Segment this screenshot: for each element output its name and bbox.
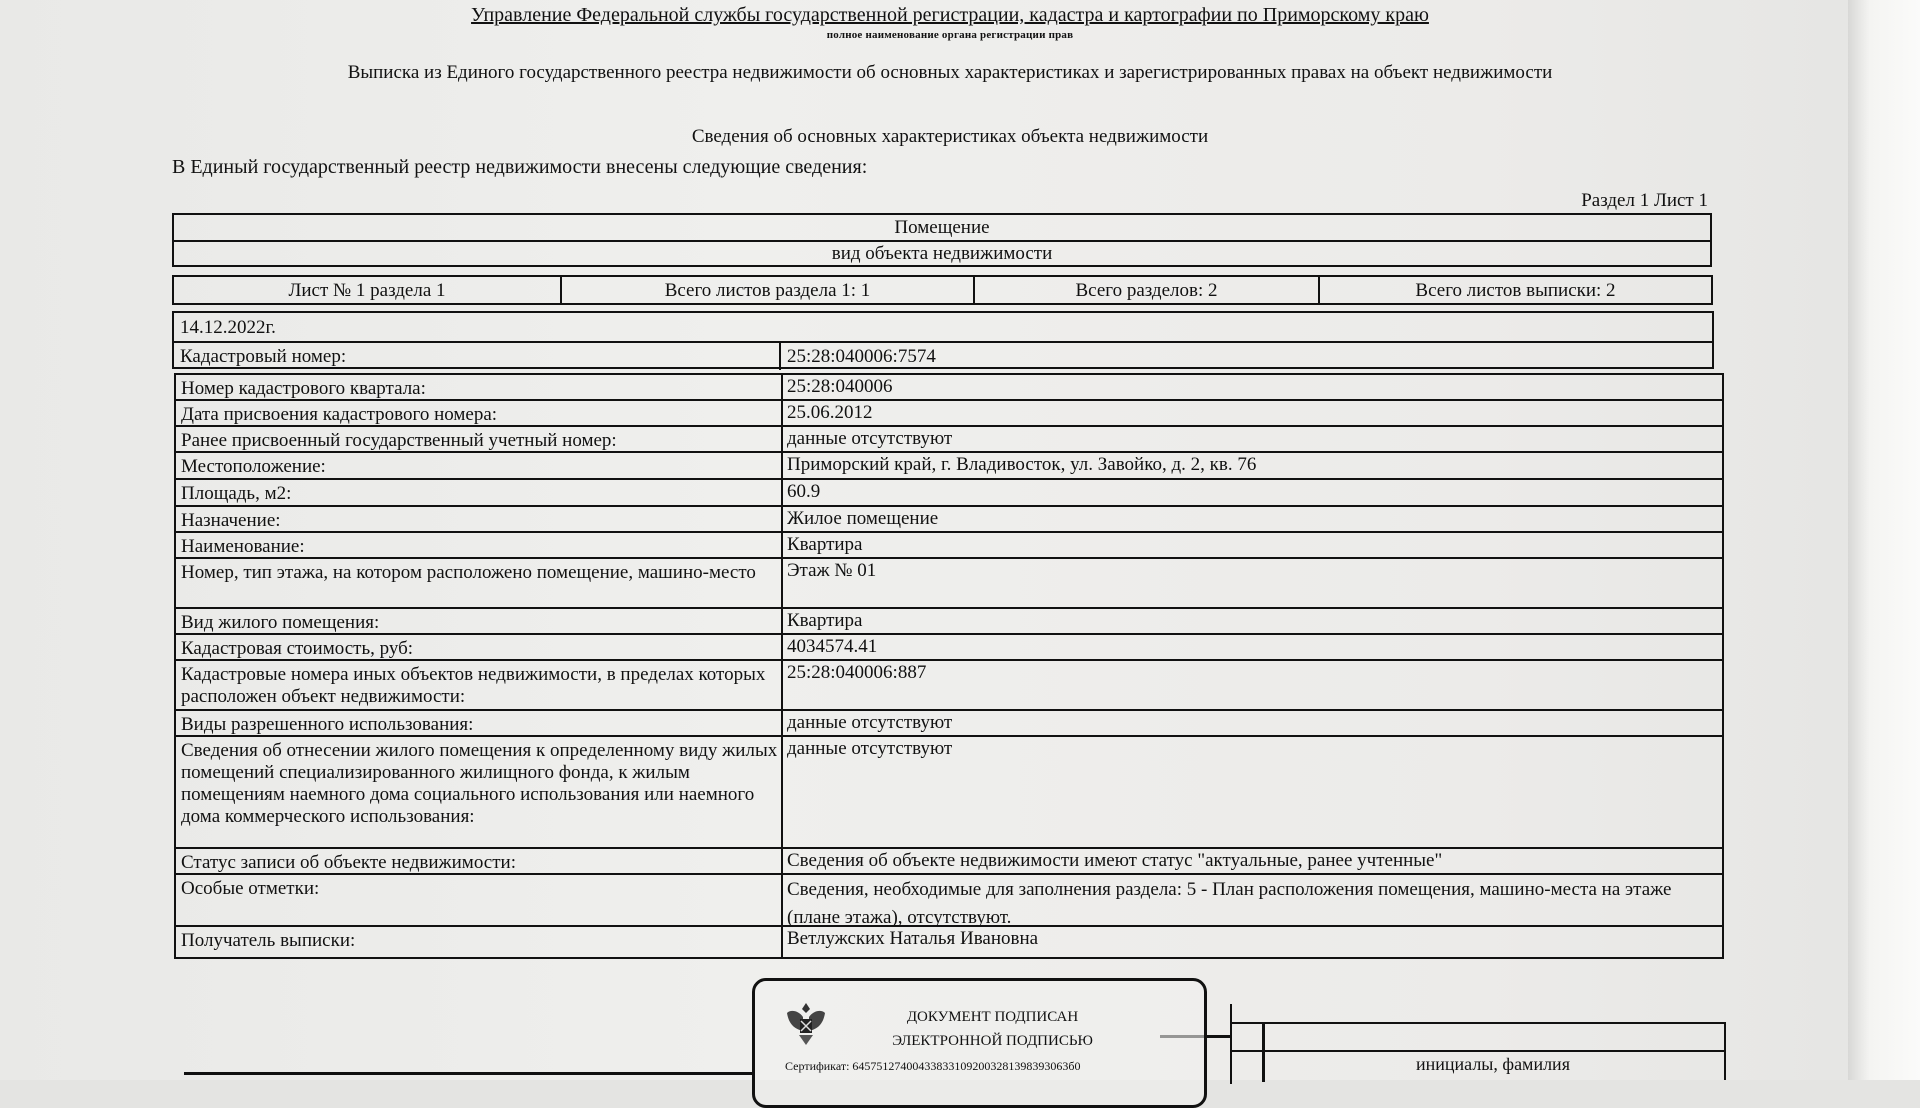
table-row [176, 453, 1722, 480]
characteristics-table [174, 373, 1724, 959]
section-title: Сведения об основных характеристиках объекта недвижимости [691, 126, 1209, 147]
signature-box [1230, 1022, 1726, 1080]
row-value: 60.9 [787, 481, 821, 502]
table-row [176, 480, 1722, 507]
table-row [176, 875, 1722, 927]
document-title: Выписка из Единого государственного реестра недвижимости об основных характеристиках и зарегистрированных правах на объект недвижимости [347, 62, 1553, 83]
table-row [176, 927, 1722, 957]
authority-name: Управление Федеральной службы государственной регистрации, кадастра и картографии по Приморскому краю [471, 4, 1429, 26]
table-row [176, 401, 1722, 427]
row-value: Жилое помещение [787, 508, 939, 529]
row-label: Виды разрешенного использования: [176, 711, 783, 735]
object-type-caption: вид объекта недвижимости [831, 243, 1053, 264]
cadastral-number-label: Кадастровый номер: [174, 343, 781, 370]
row-label: Кадастровая стоимость, руб: [176, 635, 783, 659]
row-label: Сведения об отнесении жилого помещения к определенному виду жилых помещений специализированного жилищного фонда, к жилым помещениям наемного дома социального использования или наемного дома коммерческого использования: [176, 737, 783, 847]
row-label: Кадастровые номера иных объектов недвижимости, в пределах которых расположен объект недвижимости: [176, 661, 783, 709]
row-value: Сведения об объекте недвижимости имеют статус "актуальные, ранее учтенные" [787, 850, 1443, 871]
signature-caption: инициалы, фамилия [1416, 1054, 1570, 1074]
table-row [176, 609, 1722, 635]
table-row [176, 507, 1722, 533]
authority-note: полное наименование органа регистрации прав [826, 29, 1074, 41]
row-label: Ранее присвоенный государственный учетный номер: [176, 427, 783, 451]
table-row [176, 737, 1722, 849]
stamp-certificate: Сертификат: 645751274004338331092003281398393063б0 [785, 1059, 1081, 1073]
object-type-box [172, 213, 1712, 267]
row-label: Статус записи об объекте недвижимости: [176, 849, 783, 873]
intro-text: В Единый государственный реестр недвижимости внесены следующие сведения: [172, 156, 868, 178]
date-cadastral-box [172, 311, 1714, 369]
stamp-line-1: ДОКУМЕНТ ПОДПИСАН [906, 1009, 1079, 1025]
row-value: 4034574.41 [787, 636, 878, 657]
row-value: 25:28:040006:887 [787, 662, 927, 683]
table-row [176, 375, 1722, 401]
page-edge [1848, 0, 1920, 1080]
total-sheets-section: Всего листов раздела 1: 1 [562, 277, 975, 303]
object-type-value: Помещение [174, 215, 1710, 242]
row-value: данные отсутствуют [787, 712, 953, 733]
row-label: Номер кадастрового квартала: [176, 375, 783, 399]
table-row [176, 559, 1722, 609]
row-label: Назначение: [176, 507, 783, 531]
table-row [176, 661, 1722, 711]
row-label: Особые отметки: [176, 875, 783, 925]
signature-line [184, 1072, 754, 1075]
table-row [176, 533, 1722, 559]
row-value: данные отсутствуют [787, 738, 953, 759]
table-row [176, 427, 1722, 453]
row-value: Этаж № 01 [787, 560, 877, 581]
row-value: Приморский край, г. Владивосток, ул. Завойко, д. 2, кв. 76 [787, 454, 1257, 475]
row-value: Ветлужских Наталья Ивановна [787, 928, 1039, 949]
row-label: Наименование: [176, 533, 783, 557]
row-label: Местоположение: [176, 453, 783, 478]
electronic-signature-stamp [752, 978, 1207, 1108]
table-row [176, 635, 1722, 661]
total-sections: Всего разделов: 2 [975, 277, 1320, 303]
row-label: Дата присвоения кадастрового номера: [176, 401, 783, 425]
row-label: Вид жилого помещения: [176, 609, 783, 633]
sheet-number: Лист № 1 раздела 1 [174, 277, 562, 303]
section-label: Раздел 1 Лист 1 [1581, 190, 1708, 211]
row-value: 25:28:040006 [787, 376, 893, 397]
total-sheets-extract: Всего листов выписки: 2 [1415, 280, 1616, 301]
extract-date: 14.12.2022г. [174, 313, 1712, 343]
row-value: Сведения, необходимые для заполнения раздела: 5 - План расположения помещения, машино-места на этаже (плане этажа), отсутствуют. [787, 879, 1672, 928]
table-row [176, 711, 1722, 737]
table-row [176, 849, 1722, 875]
row-label: Получатель выписки: [176, 927, 783, 957]
row-label: Номер, тип этажа, на котором расположено помещение, машино-место [176, 559, 783, 607]
row-value: 25.06.2012 [787, 402, 873, 423]
row-value: Квартира [787, 610, 863, 631]
row-value: данные отсутствуют [787, 428, 953, 449]
row-value: Квартира [787, 534, 863, 555]
row-label: Площадь, м2: [176, 480, 783, 505]
stamp-line-2: ЭЛЕКТРОННОЙ ПОДПИСЬЮ [892, 1033, 1093, 1049]
sheets-info [172, 275, 1713, 305]
cadastral-number-value: 25:28:040006:7574 [787, 346, 936, 367]
